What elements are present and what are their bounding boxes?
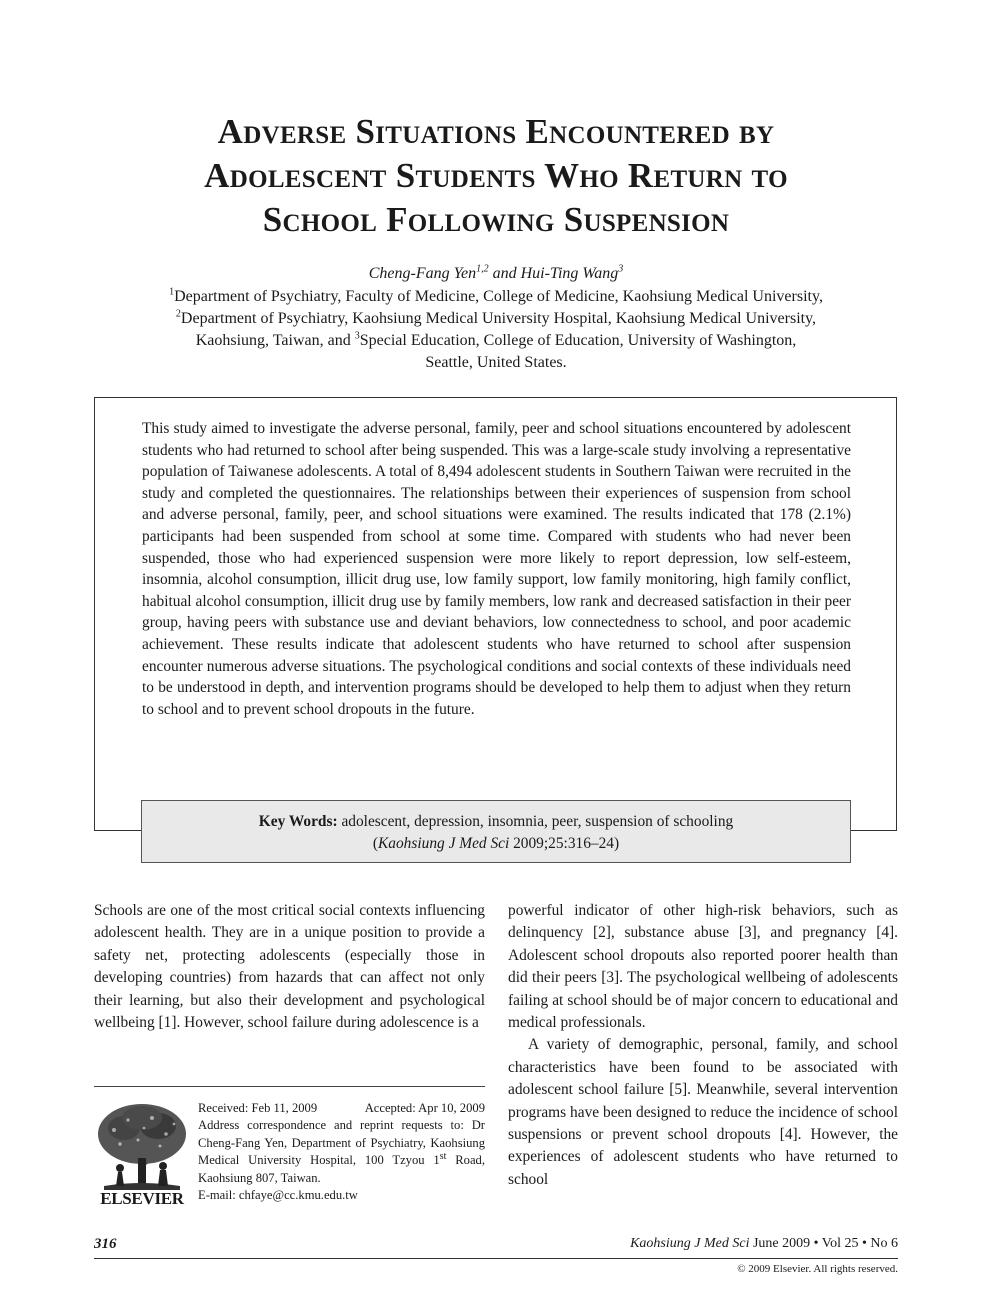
title-line-3: School Following Suspension [262,200,730,239]
keywords-terms: adolescent, depression, insomnia, peer, suspension of schooling [337,813,734,830]
author-list [96,263,896,285]
journal-name: Kaohsiung J Med Sci [630,1236,750,1251]
keywords-box [141,800,851,863]
copyright-notice: © 2009 Elsevier. All rights reserved. [737,1263,898,1275]
affil-sup: 3 [354,330,360,342]
email-line: E-mail: chfaye@cc.kmu.edu.tw [198,1188,358,1203]
article-title [96,110,896,242]
footnote-divider [94,1086,485,1087]
keywords-line [142,811,850,833]
page-number: 316 [94,1236,117,1252]
citation-line: (Kaohsiung J Med Sci 2009;25:316–24) [372,835,620,852]
body-paragraph: A variety of demographic, personal, family, and school characteristics have been found to be associated with adolescent school failure [5]. Meanwhile, several intervention programs have been designed to reduce the incidence of school suspensions or prevent school dropouts [4]. However, the experiences of adolescent students who have returned to school [508,1036,898,1188]
author-affil-sup: 3 [618,263,624,275]
publisher-name: ELSEVIER [100,1189,184,1208]
body-paragraph: Schools are one of the most critical social contexts influencing adolescent health. They are in a unique position to provide a safety net, protecting adolescents (especially those in developing countries) from hazards that can affect not only their learning, but also their development and psychological wellbeing [1]. However, school failure during adolescence is a [94,902,485,1032]
affil-sup: 1 [169,286,175,298]
author-name: Hui-Ting Wang [520,265,619,282]
affiliation-line: $^1$Department of Psychiatry, Faculty of Medicine, College of Medicine, Kaohsiung Medical University, [169,286,823,305]
citation-journal: Kaohsiung J Med Sci [378,835,510,852]
correspondence: Address correspondence and reprint requests to: Dr Cheng-Fang Yen, Department of Psychiatry, Kaohsiung Medical University Hospital, 100 Tzyou 1st Road, Kaohsiung 807, Taiwan. [198,1118,485,1185]
body-column-left [94,900,485,1034]
journal-reference [630,1236,898,1252]
citation-details: 2009;25:316–24) [509,835,620,852]
body-column-right [508,900,898,1191]
keywords-label: Key Words: [258,813,338,830]
author-affil-sup: 1,2 [476,263,489,275]
accepted-date: Accepted: Apr 10, 2009 [364,1101,485,1115]
title-line-2: Adolescent Students Who Return to [204,156,788,195]
affiliation-line: Kaohsiung, Taiwan, and $^3$Special Education, College of Education, University of Washington, [195,330,797,349]
affil-sup: 2 [175,308,181,320]
author-name: Cheng-Fang Yen [368,265,477,282]
footnote-block [198,1100,485,1204]
abstract: This study aimed to investigate the adverse personal, family, peer and school situations encountered by adolescent students who had returned to school after being suspended. This was a large-scale study involving a representative population of Taiwanese adolescents. A total of 8,494 adolescent students in Southern Taiwan were recruited in the study and completed the questionnaires. The relationships between their experiences of suspension from school and adverse personal, family, peer, and school situations were examined. The results indicated that 178 (2.1%) participants had been suspended from school at some time. Compared with students who had never been suspended, those who had experienced suspension were more likely to report depression, low self-esteem, insomnia, alcohol consumption, illicit drug use, low family support, low family monitoring, high family conflict, habitual alcohol consumption, illicit drug use by family members, low rank and decreased satisfaction in their peer group, having peers with substance use and deviant behaviors, low connectedness to school, and poor academic achievement. These results indicate that adolescent students who have returned to school after suspension encounter numerous adverse situations. The psychological conditions and social contexts of these individuals need to be understood in depth, and intervention programs should be developed to help them to adjust when they return to school and to prevent school dropouts in the future. [142,420,851,718]
author-joiner: and [488,265,521,282]
affiliation-line: Seattle, United States. [425,354,567,371]
journal-issue: June 2009 • Vol 25 • No 6 [749,1236,898,1251]
title-line-1: Adverse Situations Encountered by [217,112,775,151]
body-paragraph: powerful indicator of other high-risk behaviors, such as delinquency [2], substance abuse [3], and pregnancy [4]. Adolescent school dropouts also reported poorer health than did their peers [3]. The psychological wellbeing of adolescents failing at school should be of major concern to educational and medical professionals. [508,902,898,1032]
footer-divider [94,1258,898,1259]
dates-row [198,1100,485,1117]
affiliation-line: $^2$Department of Psychiatry, Kaohsiung Medical University Hospital, Kaohsiung Medical University, [175,308,817,327]
affiliations [100,286,892,374]
received-date: Received: Feb 11, 2009 [198,1101,318,1115]
